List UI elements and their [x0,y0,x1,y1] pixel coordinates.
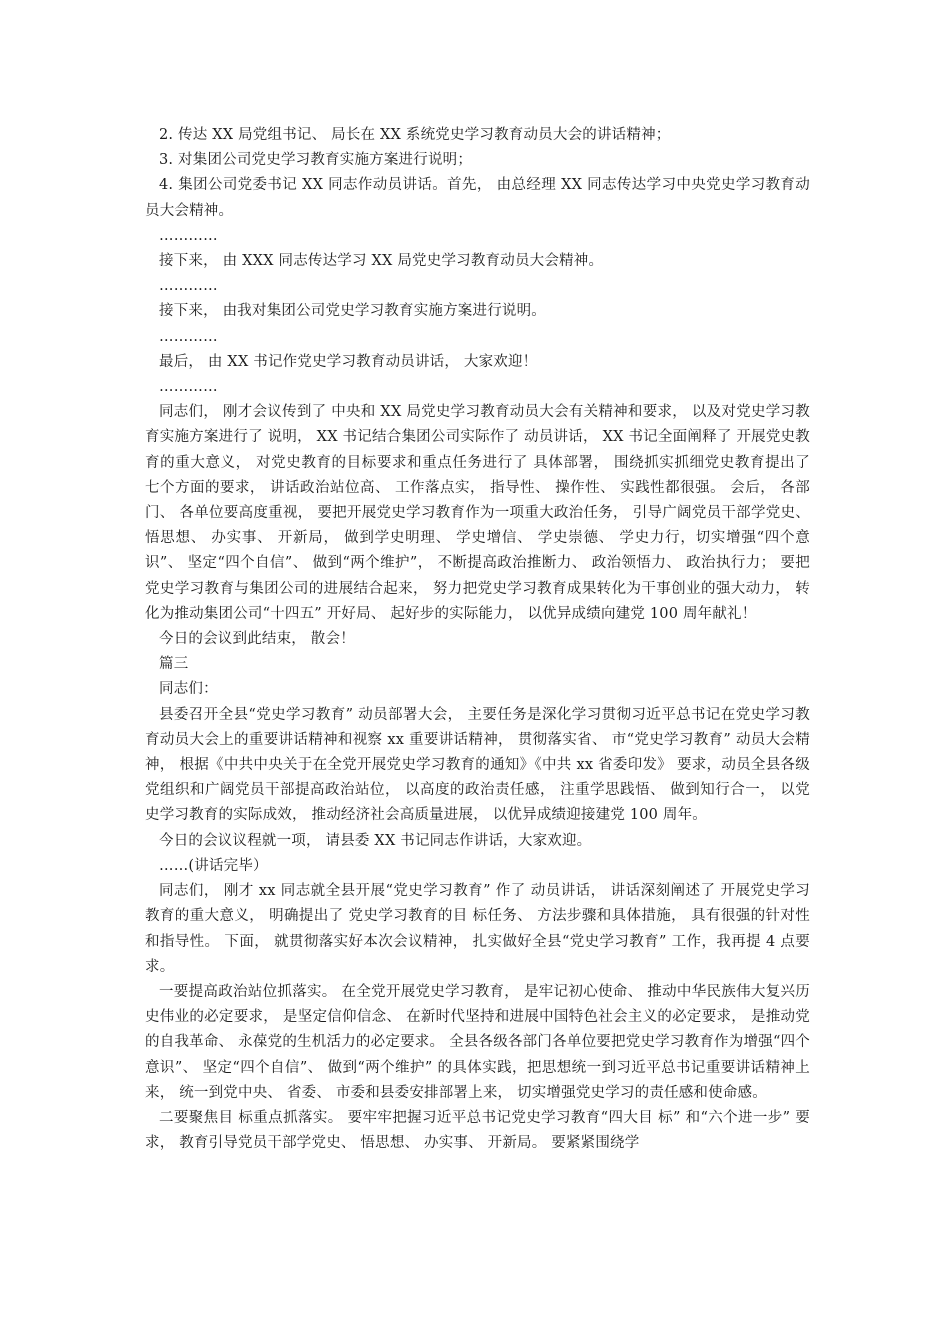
paragraph: 3. 对集团公司党史学习教育实施方案进行说明； [159,152,473,169]
ellipsis-line: ………… [159,227,218,244]
paragraph: 同志们， 刚才 xx 同志就全县开展“党史学习教育” 作了 动员讲话， 讲话深刻阐述了 开展党史学习教育的重大意义， 明确提出了 党史学习教育的目 标任务、 方法步骤和具体措施， 具有很强的针对性和指导性。 下面， 就贯彻落实好本次会议精神， 扎实做好全县“党史学习教育” 工作，我再提 4 点要求。 [145,883,810,975]
paragraph: 县委召开全县“党史学习教育” 动员部署大会， 主要任务是深化学习贯彻习近平总书记在党史学习教育动员大会上的重要讲话精神和视察 xx 重要讲话精神， 贯彻落实省、 市“党史学习教育” 动员大会精神， 根据《中共中央关于在全党开展党史学习教育的通知》《中共 xx 省委印发》 要求，动员全县各级党组织和广阔党员干部提高政治站位， 以高度的政治责任感， 注重学思践悟、 做到知行合一， 以党史学习教育的实际成效， 推动经济社会高质量进展， 以优异成绩迎接建党 100 周年。 [145,706,810,824]
document-body [145,123,810,1156]
ellipsis-line: ………… [159,379,218,396]
ellipsis-line: ………… [159,278,218,295]
paragraph: 同志们， 刚才会议传到了 中央和 XX 局党史学习教育动员大会有关精神和要求， 以及对党史学习教育实施方案进行了 说明， XX 书记结合集团公司实际作了 动员讲话， XX 书记全面阐释了 开展党史教育的重大意义， 对党史教育的目标要求和重点任务进行了 具体部署， 围绕抓实抓细党史教育提出了 七个方面的要求， 讲话政治站位高、 工作落点实， 指导性、 操作性、 实践性都很强。 会后， 各部门、 各单位要高度重视， 要把开展党史学习教育作为一项重大政治任务， 引导广阔党员干部学党史、 悟思想、 办实事、 开新局， 做到学史明理、 学史增信、 学史崇德、 学史力行，切实增强“四个意识”、 坚定“四个自信”、 做到“两个维护”， 不断提高政治推断力、 政治领悟力、 政治执行力； 要把党史学习教育与集团公司的进展结合起来， 努力把党史学习教育成果转化为干事创业的强大动力， 转化为推动集团公司“十四五” 开好局、 起好步的实际能力， 以优异成绩向建党 100 周年献礼！ [145,404,810,622]
paragraph: 接下来， 由 XXX 同志传达学习 XX 局党史学习教育动员大会精神。 [159,253,604,270]
ellipsis-line: ………… [159,328,218,345]
paragraph: 最后， 由 XX 书记作党史学习教育动员讲话， 大家欢迎！ [159,353,538,370]
paragraph: 接下来， 由我对集团公司党史学习教育实施方案进行说明。 [159,303,547,320]
paragraph: 一要提高政治站位抓落实。 在全党开展党史学习教育， 是牢记初心使命、 推动中华民族伟大复兴历史伟业的必定要求， 是坚定信仰信念、 在新时代坚持和进展中国特色社会主义的必定要求， 是推动党的自我革命、 永葆党的生机活力的必定要求。 全县各级各部门各单位要把党史学习教育作为增强“四个意识”、 坚定“四个自信”、 做到“两个维护” 的具体实践，把思想统一到习近平总书记重要讲话精神上来， 统一到党中央、 省委、 市委和县委安排部署上来， 切实增强党史学习的责任感和使命感。 [145,983,810,1101]
paragraph: 4. 集团公司党委书记 XX 同志作动员讲话。首先， 由总经理 XX 同志传达学习中央党史学习教育动员大会精神。 [145,177,810,219]
section-heading: 篇三 [159,656,189,673]
paragraph: 今日的会议议程就一项， 请县委 XX 书记同志作讲话，大家欢迎。 [159,832,592,849]
paragraph: 二要聚焦目 标重点抓落实。 要牢牢把握习近平总书记党史学习教育“四大目 标” 和“六个进一步” 要求， 教育引导党员干部学党史、 悟思想、 办实事、 开新局。 要紧紧围绕学 [145,1109,810,1152]
salutation: 同志们： [159,681,218,698]
paragraph: 2. 传达 XX 局党组书记、 局长在 XX 系统党史学习教育动员大会的讲话精神； [159,127,671,143]
paragraph: ……(讲话完毕） [159,857,268,874]
paragraph: 今日的会议到此结束， 散会！ [159,631,355,648]
